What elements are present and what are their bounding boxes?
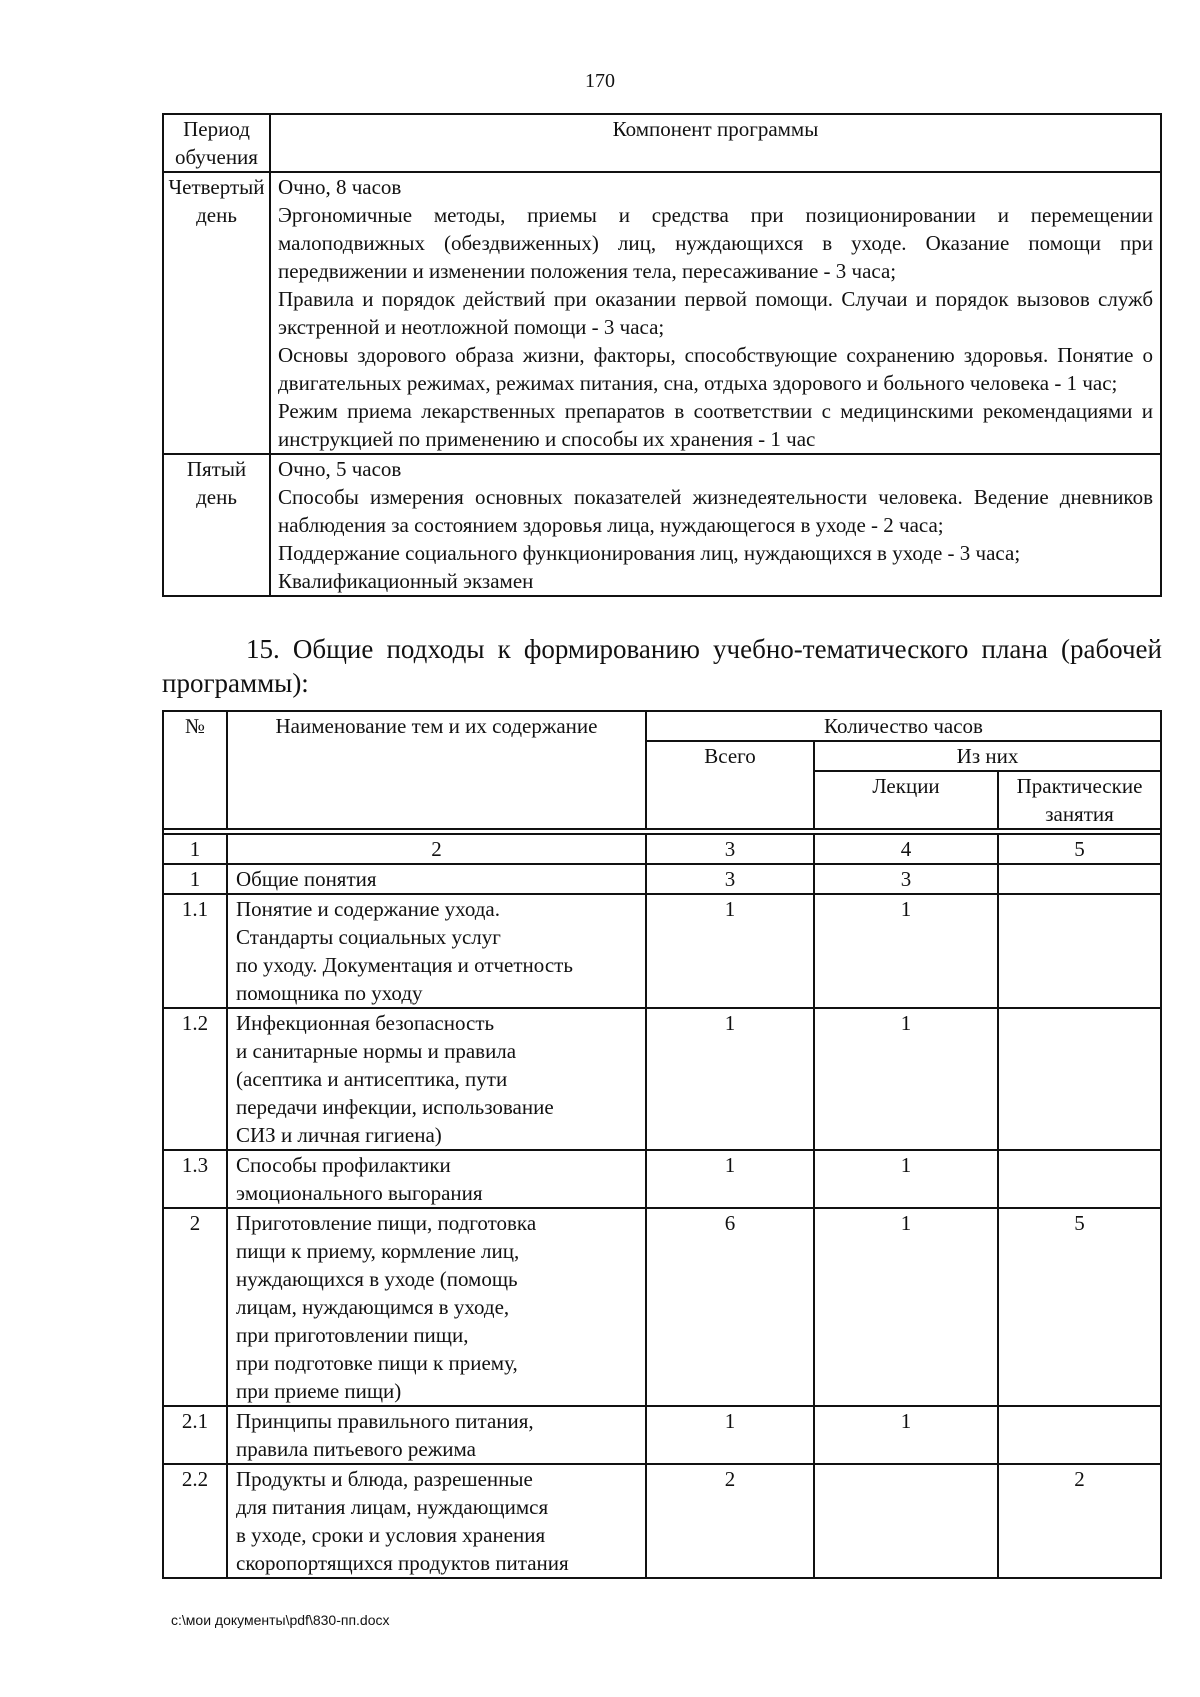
topic-cell: [227, 894, 646, 1008]
practice-header: Практические занятия: [998, 771, 1161, 829]
total-hours-cell: 1: [646, 1150, 814, 1208]
row-number-cell: 2.2: [163, 1464, 227, 1578]
table-row: [163, 864, 1161, 894]
table-row: [163, 1464, 1161, 1578]
program-row-day-5: [163, 454, 1161, 596]
component-item: Режим приема лекарственных препаратов в соответствии с медицинскими рекомендациями и инструкцией по применению и способы их хранения - 1 час: [278, 399, 1153, 451]
index-cell: 2: [227, 834, 646, 864]
topic-line: передачи инфекции, использование: [236, 1095, 554, 1119]
hours-line: Очно, 5 часов: [278, 457, 402, 481]
lecture-hours-cell: [814, 1464, 998, 1578]
topic-line: Способы профилактики: [236, 1153, 451, 1177]
topic-line: помощника по уходу: [236, 981, 423, 1005]
section-heading: 15. Общие подходы к формированию учебно-тематического плана (рабочей программы):: [162, 634, 1162, 698]
period-cell: Пятый день: [163, 454, 270, 596]
total-hours-cell: 3: [646, 864, 814, 894]
row-number-cell: 1.3: [163, 1150, 227, 1208]
practice-hours-cell: 2: [998, 1464, 1161, 1578]
topic-cell: [227, 864, 646, 894]
topic-line: при приеме пищи): [236, 1379, 402, 1403]
topic-line: пищи к приему, кормление лиц,: [236, 1239, 520, 1263]
lecture-hours-cell: 1: [814, 1406, 998, 1464]
topic-line: при приготовлении пищи,: [236, 1323, 469, 1347]
lecture-hours-cell: 1: [814, 1208, 998, 1406]
period-header: Период обучения: [163, 114, 270, 172]
lectures-header: Лекции: [814, 771, 998, 829]
topic-line: нуждающихся в уходе (помощь: [236, 1267, 518, 1291]
topic-header: Наименование тем и их содержание: [227, 711, 646, 829]
table-row: [163, 1406, 1161, 1464]
topic-line: по уходу. Документация и отчетность: [236, 953, 573, 977]
topic-line: Общие понятия: [236, 867, 377, 891]
row-number-cell: 2.1: [163, 1406, 227, 1464]
table-row: [163, 894, 1161, 1008]
index-cell: 1: [163, 834, 227, 864]
hours-header: Количество часов: [646, 711, 1161, 741]
topic-line: и санитарные нормы и правила: [236, 1039, 517, 1063]
topic-cell: [227, 1150, 646, 1208]
total-hours-cell: 1: [646, 894, 814, 1008]
lecture-hours-cell: 1: [814, 1008, 998, 1150]
row-number-cell: 2: [163, 1208, 227, 1406]
plan-header-row: [163, 711, 1161, 741]
lecture-hours-cell: 3: [814, 864, 998, 894]
topic-line: СИЗ и личная гигиена): [236, 1123, 442, 1147]
practice-hours-cell: [998, 1008, 1161, 1150]
component-item: Поддержание социального функционирования лиц, нуждающихся в уходе - 3 часа;: [278, 541, 1021, 565]
topic-line: Принципы правильного питания,: [236, 1409, 534, 1433]
component-item: Эргономичные методы, приемы и средства при позиционировании и перемещении малоподвижных (обездвиженных) лиц, нуждающихся в уходе. Оказание помощи при передвижении и изменении положения тела, пересаживание - 3 часа;: [278, 203, 1153, 283]
component-header: Компонент программы: [270, 114, 1161, 172]
total-header: Всего: [646, 741, 814, 829]
total-hours-cell: 6: [646, 1208, 814, 1406]
index-row: [163, 834, 1161, 864]
total-hours-cell: 1: [646, 1008, 814, 1150]
topic-line: Стандарты социальных услуг: [236, 925, 501, 949]
hours-line: Очно, 8 часов: [278, 175, 402, 199]
topic-cell: [227, 1208, 646, 1406]
footer-file-path: c:\мои документы\pdf\830-пп.docx: [171, 1612, 390, 1628]
topic-line: Приготовление пищи, подготовка: [236, 1211, 537, 1235]
lecture-hours-cell: 1: [814, 1150, 998, 1208]
component-item: Основы здорового образа жизни, факторы, способствующие сохранению здоровья. Понятие о двигательных режимах, режимах питания, сна, отдыха здорового и больного человека - 1 час;: [278, 343, 1153, 395]
table-row: [163, 1008, 1161, 1150]
page-number: 170: [585, 70, 615, 92]
practice-hours-cell: [998, 864, 1161, 894]
topic-line: лицам, нуждающимся в уходе,: [236, 1295, 510, 1319]
total-hours-cell: 1: [646, 1406, 814, 1464]
component-item: Правила и порядок действий при оказании первой помощи. Случаи и порядок вызовов служб экстренной и неотложной помощи - 3 часа;: [278, 287, 1153, 339]
topic-line: скоропортящихся продуктов питания: [236, 1551, 569, 1575]
practice-hours-cell: [998, 894, 1161, 1008]
practice-hours-cell: [998, 1150, 1161, 1208]
total-hours-cell: 2: [646, 1464, 814, 1578]
table-row: [163, 1208, 1161, 1406]
component-cell: [270, 172, 1161, 454]
topic-cell: [227, 1406, 646, 1464]
index-cell: 4: [814, 834, 998, 864]
program-row-day-4: [163, 172, 1161, 454]
component-item: Квалификационный экзамен: [278, 569, 534, 593]
period-cell: Четвертый день: [163, 172, 270, 454]
topic-line: Продукты и блюда, разрешенные: [236, 1467, 533, 1491]
number-header: №: [163, 711, 227, 829]
topic-line: эмоционального выгорания: [236, 1181, 483, 1205]
topic-line: для питания лицам, нуждающимся: [236, 1495, 549, 1519]
topic-line: (асептика и антисептика, пути: [236, 1067, 508, 1091]
topic-line: при подготовке пищи к приему,: [236, 1351, 518, 1375]
table-row: [163, 1150, 1161, 1208]
practice-hours-cell: 5: [998, 1208, 1161, 1406]
row-number-cell: 1.2: [163, 1008, 227, 1150]
component-cell: [270, 454, 1161, 596]
topic-line: Инфекционная безопасность: [236, 1011, 495, 1035]
index-cell: 3: [646, 834, 814, 864]
topic-line: правила питьевого режима: [236, 1437, 476, 1461]
topic-cell: [227, 1464, 646, 1578]
row-number-cell: 1.1: [163, 894, 227, 1008]
practice-hours-cell: [998, 1406, 1161, 1464]
topic-cell: [227, 1008, 646, 1150]
index-cell: 5: [998, 834, 1161, 864]
program-components-table: [162, 113, 1162, 597]
lecture-hours-cell: 1: [814, 894, 998, 1008]
of-which-header: Из них: [814, 741, 1161, 771]
topic-line: Понятие и содержание ухода.: [236, 897, 500, 921]
plan-body: [163, 864, 1161, 1578]
program-table-header-row: [163, 114, 1161, 172]
topic-line: в уходе, сроки и условия хранения: [236, 1523, 546, 1547]
row-number-cell: 1: [163, 864, 227, 894]
component-item: Способы измерения основных показателей жизнедеятельности человека. Ведение дневников наблюдения за состоянием здоровья лица, нуждающегося в уходе - 2 часа;: [278, 485, 1153, 537]
curriculum-plan-table: [162, 710, 1162, 1579]
